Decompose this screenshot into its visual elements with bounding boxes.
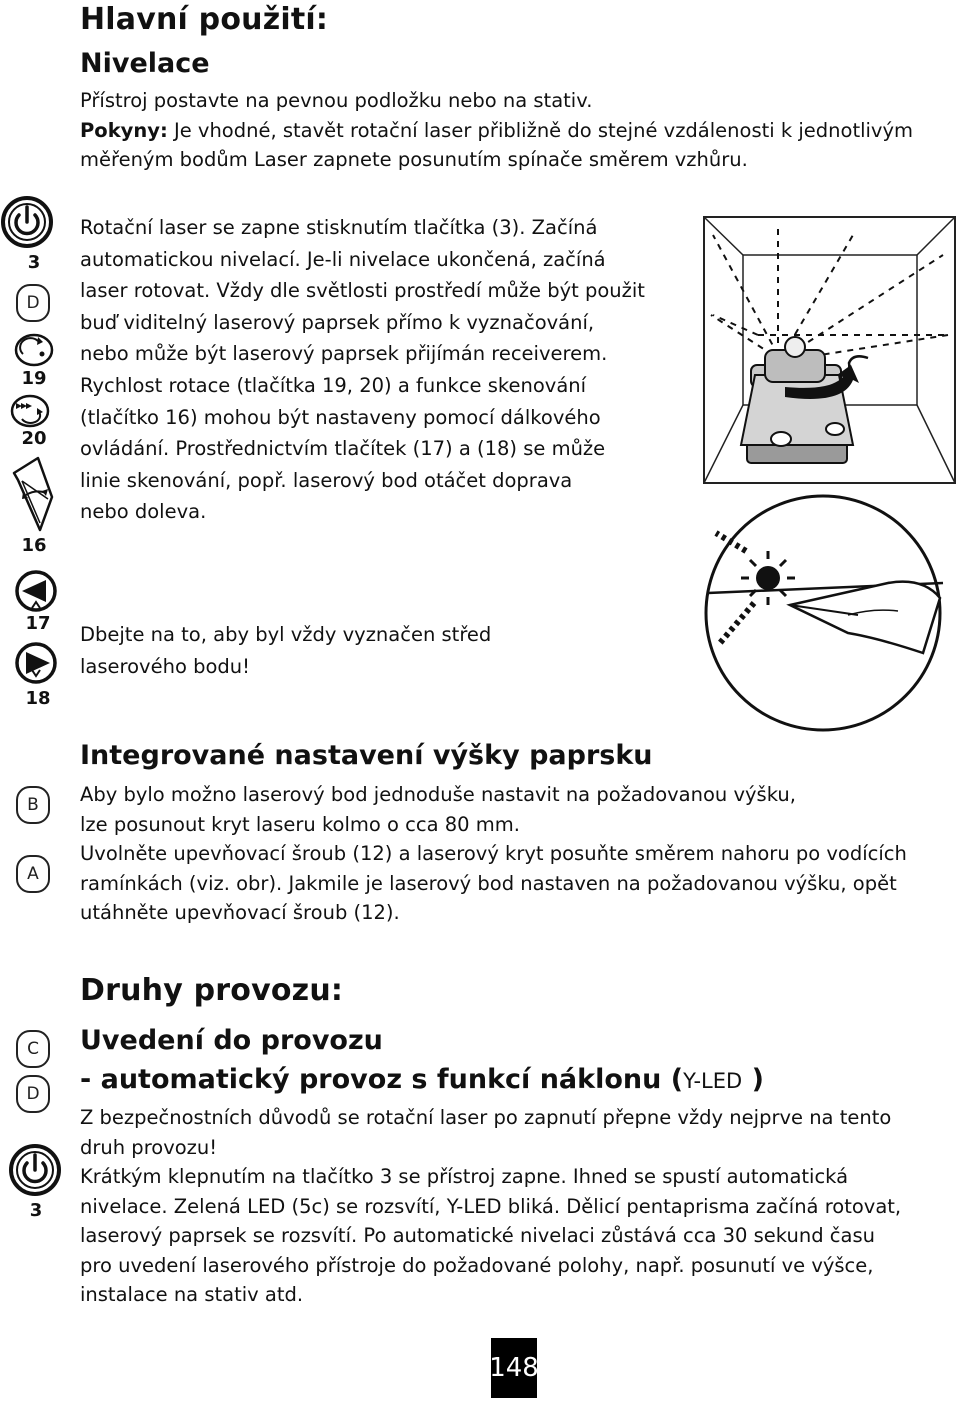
rotation-line: Rotační laser se zapne stisknutím tlačítka (3). Začíná bbox=[80, 216, 598, 239]
main-heading: Hlavní použití: bbox=[80, 2, 329, 37]
power-icon bbox=[8, 1142, 62, 1198]
height-line: ramínkách (viz. obr). Jakmile je laserový bod nastaven na požadovanou výšku, opět bbox=[80, 871, 897, 895]
nivelace-intro bbox=[80, 86, 955, 175]
label-17: 17 bbox=[25, 613, 51, 634]
pokyny-label: Pokyny: bbox=[80, 118, 168, 142]
auto-mode-heading-text: - automatický provoz s funkcí náklonu ( bbox=[80, 1064, 684, 1095]
auto-line: instalace na stativ atd. bbox=[80, 1283, 304, 1306]
auto-paragraph bbox=[80, 1103, 958, 1310]
auto-line: Z bezpečnostních důvodů se rotační laser po zapnutí přepne vždy nejprve na tento bbox=[80, 1106, 892, 1129]
marker-A: A bbox=[16, 855, 50, 893]
rotation-line: nebo doleva. bbox=[80, 500, 207, 524]
rotation-line: automatickou nivelací. Je-li nivelace ukončená, začíná bbox=[80, 247, 606, 271]
marker-C: C bbox=[16, 1030, 50, 1068]
rotation-line: laser rotovat. Vždy dle světlosti prostředí může být použit bbox=[80, 279, 645, 303]
marking-note-line: Dbejte na to, aby byl vždy vyznačen střed bbox=[80, 623, 492, 646]
auto-line: Krátkým klepnutím na tlačítko 3 se přístroj zapne. Ihned se spustí automatická bbox=[80, 1165, 849, 1188]
label-18: 18 bbox=[25, 688, 51, 709]
label-20: 20 bbox=[21, 428, 47, 449]
arrow-right-icon bbox=[14, 640, 58, 686]
auto-line: druh provozu! bbox=[80, 1135, 218, 1159]
rotating-laser-illustration bbox=[703, 215, 957, 485]
power-button-label: 3 bbox=[29, 1200, 43, 1221]
rotation-line: Rychlost rotace (tlačítka 19, 20) a funkce skenování bbox=[80, 373, 587, 397]
rotation-line: ovládání. Prostřednictvím tlačítek (17) a (18) se může bbox=[80, 437, 606, 461]
rotation-line: linie skenování, popř. laserový bod otáčet doprava bbox=[80, 468, 573, 492]
marker-D-top: D bbox=[16, 284, 50, 322]
marker-B: B bbox=[16, 786, 50, 824]
height-line: Uvolněte upevňovací šroub (12) a laserový kryt posuňte směrem nahoru po vodících bbox=[80, 842, 907, 865]
pokyny-paragraph bbox=[80, 116, 955, 175]
auto-line: nivelace. Zelená LED (5c) se rozsvítí, Y-LED bliká. Dělicí pentaprisma začíná rotovat, bbox=[80, 1194, 902, 1218]
height-line: utáhněte upevňovací šroub (12). bbox=[80, 901, 400, 924]
laser-spot-illustration bbox=[698, 493, 948, 733]
auto-mode-heading-close: ) bbox=[751, 1064, 764, 1095]
label-19: 19 bbox=[21, 368, 47, 389]
power-button-label: 3 bbox=[27, 252, 41, 273]
auto-mode-heading bbox=[80, 1064, 764, 1095]
auto-line: pro uvedení laserového přístroje do požadované polohy, např. posunutí ve výšce, bbox=[80, 1253, 874, 1277]
yled-label: Y-LED bbox=[683, 1069, 743, 1093]
rotation-line: buď viditelný laserový paprsek přímo k vyznačování, bbox=[80, 310, 595, 334]
height-paragraph bbox=[80, 780, 958, 928]
marking-note-line: laserového bodu! bbox=[80, 655, 250, 678]
rotation-speed-slow-icon bbox=[12, 330, 56, 370]
rotation-speed-fast-icon bbox=[8, 392, 52, 430]
nivelace-heading: Nivelace bbox=[80, 48, 210, 79]
height-line: lze posunout kryt laseru kolmo o cca 80 mm. bbox=[80, 812, 520, 836]
scan-icon bbox=[8, 455, 58, 535]
marking-note bbox=[80, 619, 560, 683]
auto-line: laserový paprsek se rozsvítí. Po automatické nivelaci zůstává cca 30 sekund času bbox=[80, 1224, 875, 1247]
label-16: 16 bbox=[21, 535, 47, 556]
rotation-paragraph bbox=[80, 212, 690, 528]
power-icon bbox=[0, 194, 54, 250]
arrow-left-icon bbox=[14, 568, 58, 614]
height-line: Aby bylo možno laserový bod jednoduše nastavit na požadovanou výšku, bbox=[80, 783, 796, 806]
page-number: 148 bbox=[491, 1338, 537, 1398]
pokyny-text: Je vhodné, stavět rotační laser přibližně do stejné vzdálenosti k jednotlivým měřeným bodům Laser zapnete posunutím spínače směrem vzhůru. bbox=[80, 118, 914, 171]
marker-D-bottom: D bbox=[16, 1075, 50, 1113]
rotation-line: (tlačítko 16) mohou být nastaveny pomocí dálkového bbox=[80, 405, 601, 429]
nivelace-line-1: Přístroj postavte na pevnou podložku nebo na stativ. bbox=[80, 89, 593, 112]
rotation-line: nebo může být laserový paprsek přijímán receiverem. bbox=[80, 342, 608, 366]
startup-heading: Uvedení do provozu bbox=[80, 1025, 383, 1056]
height-heading: Integrované nastavení výšky paprsku bbox=[80, 740, 653, 771]
modes-heading: Druhy provozu: bbox=[80, 973, 344, 1008]
